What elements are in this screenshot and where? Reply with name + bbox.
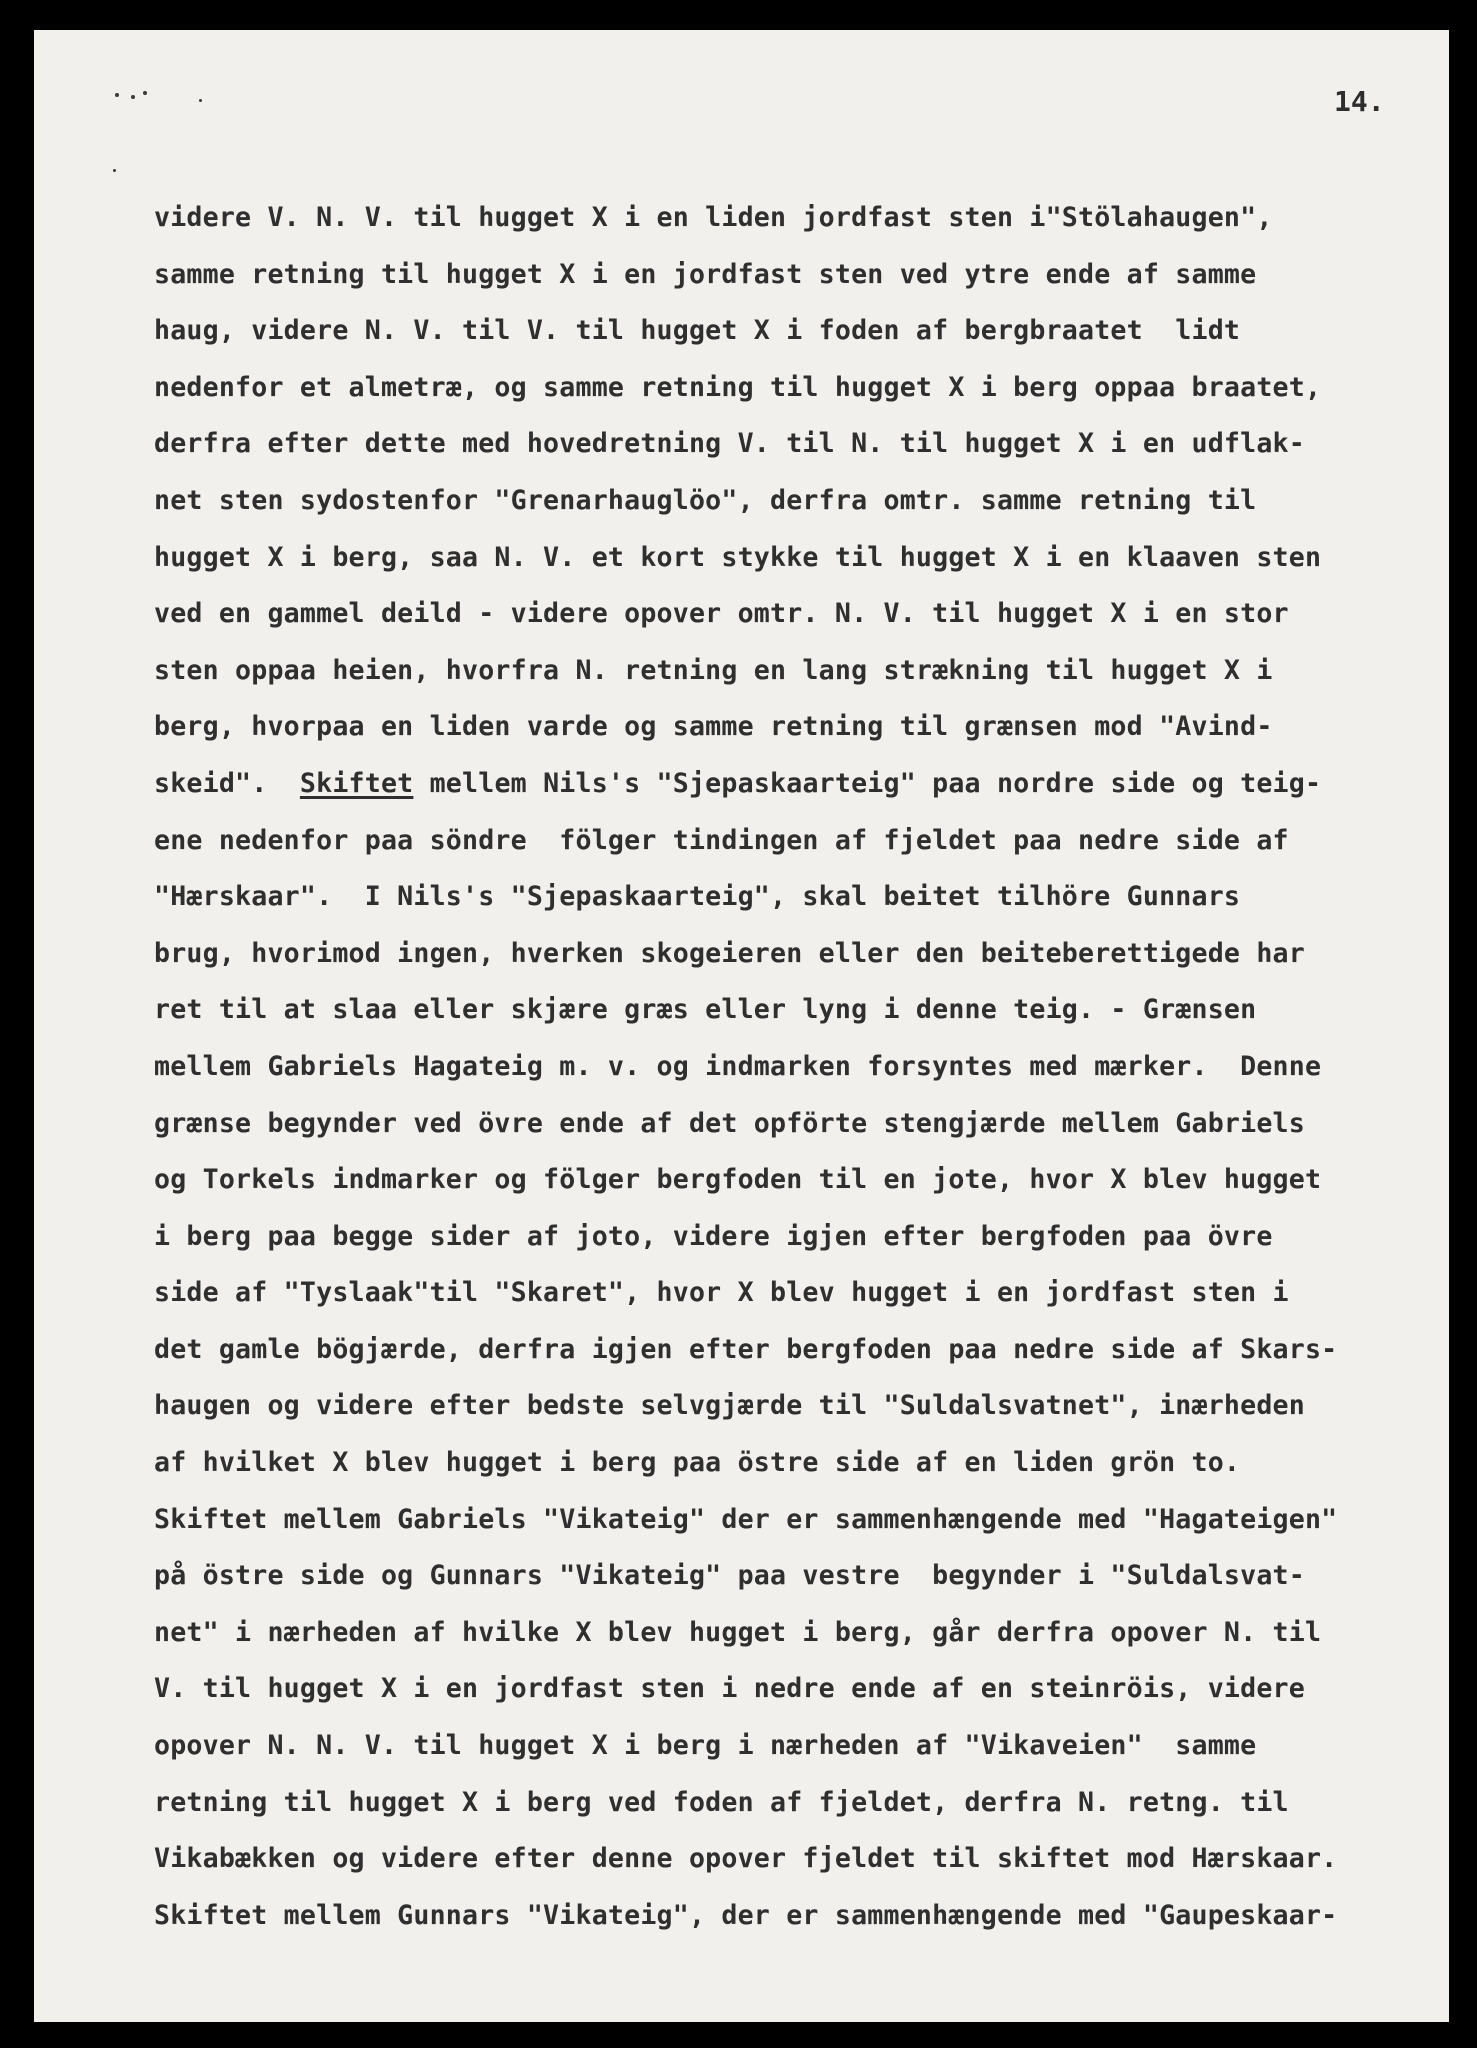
speck (113, 169, 116, 172)
line-suffix: mellem Nils's "Sjepaskaarteig" paa nordre side og teig- (413, 767, 1322, 799)
document-body (154, 190, 1404, 1944)
text-line: retning til hugget X i berg ved foden af fjeldet, derfra N. retng. til (154, 1786, 1289, 1818)
text-line: Skiftet mellem Gunnars "Vikateig", der er sammenhængende med "Gaupeskaar- (154, 1899, 1338, 1931)
text-line: opover N. N. V. til hugget X i berg i nærheden af "Vikaveien" samme (154, 1730, 1257, 1762)
speck (115, 93, 119, 97)
text-line: haugen og videre efter bedste selvgjærde til "Suldalsvatnet", inærheden (154, 1390, 1305, 1422)
text-line: hugget X i berg, saa N. V. et kort stykke til hugget X i en klaaven sten (154, 541, 1322, 573)
text-line: net sten sydostenfor "Grenarhauglöo", derfra omtr. samme retning til (154, 484, 1257, 516)
page-number: 14. (1334, 85, 1385, 118)
text-line-with-underline (154, 756, 1404, 813)
text-line: ved en gammel deild - videre opover omtr. N. V. til hugget X i en stor (154, 598, 1289, 630)
text-line: i berg paa begge sider af joto, videre igjen efter bergfoden paa övre (154, 1220, 1273, 1252)
text-line: haug, videre N. V. til V. til hugget X i foden af bergbraatet lidt (154, 315, 1241, 347)
text-line: Skiftet mellem Gabriels "Vikateig" der er sammenhængende med "Hagateigen" (154, 1503, 1338, 1535)
text-line: af hvilket X blev hugget i berg paa östre side af en liden grön to. (154, 1447, 1241, 1479)
line-prefix: skeid". (154, 767, 300, 799)
text-line: på östre side og Gunnars "Vikateig" paa vestre begynder i "Suldalsvat- (154, 1560, 1305, 1592)
text-line: videre V. N. V. til hugget X i en liden jordfast sten i"Stölahaugen", (154, 202, 1273, 233)
text-line: V. til hugget X i en jordfast sten i nedre ende af en steinröis, videre (154, 1673, 1305, 1705)
text-line: ret til at slaa eller skjære græs eller lyng i denne teig. - Grænsen (154, 994, 1257, 1026)
text-line: mellem Gabriels Hagateig m. v. og indmarken forsyntes med mærker. Denne (154, 1050, 1322, 1082)
text-line: samme retning til hugget X i en jordfast sten ved ytre ende af samme (154, 258, 1257, 290)
underlined-word: Skiftet (299, 767, 414, 799)
text-line: ene nedenfor paa söndre fölger tindingen af fjeldet paa nedre side af (154, 824, 1289, 856)
text-line: nedenfor et almetræ, og samme retning til hugget X i berg oppaa braatet, (154, 371, 1322, 403)
speck (143, 91, 147, 95)
text-line: net" i nærheden af hvilke X blev hugget i berg, går derfra opover N. til (154, 1616, 1322, 1648)
text-line: derfra efter dette med hovedretning V. til N. til hugget X i en udflak- (154, 428, 1305, 460)
text-line: brug, hvorimod ingen, hverken skogeieren eller den beiteberettigede har (154, 937, 1305, 969)
text-line: berg, hvorpaa en liden varde og samme retning til grænsen mod "Avind- (154, 711, 1273, 743)
text-line: sten oppaa heien, hvorfra N. retning en lang strækning til hugget X i (154, 654, 1273, 686)
document-page (34, 30, 1449, 2022)
speck (199, 99, 202, 102)
text-line: side af "Tyslaak"til "Skaret", hvor X blev hugget i en jordfast sten i (154, 1277, 1289, 1309)
text-line: og Torkels indmarker og fölger bergfoden til en jote, hvor X blev hugget (154, 1164, 1322, 1196)
text-line: det gamle bögjærde, derfra igjen efter bergfoden paa nedre side af Skars- (154, 1333, 1338, 1365)
text-line: "Hærskaar". I Nils's "Sjepaskaarteig", skal beitet tilhöre Gunnars (154, 881, 1241, 913)
text-line: grænse begynder ved övre ende af det opförte stengjærde mellem Gabriels (154, 1107, 1305, 1139)
speck (131, 95, 135, 99)
text-line: Vikabækken og videre efter denne opover fjeldet til skiftet mod Hærskaar. (154, 1843, 1338, 1875)
